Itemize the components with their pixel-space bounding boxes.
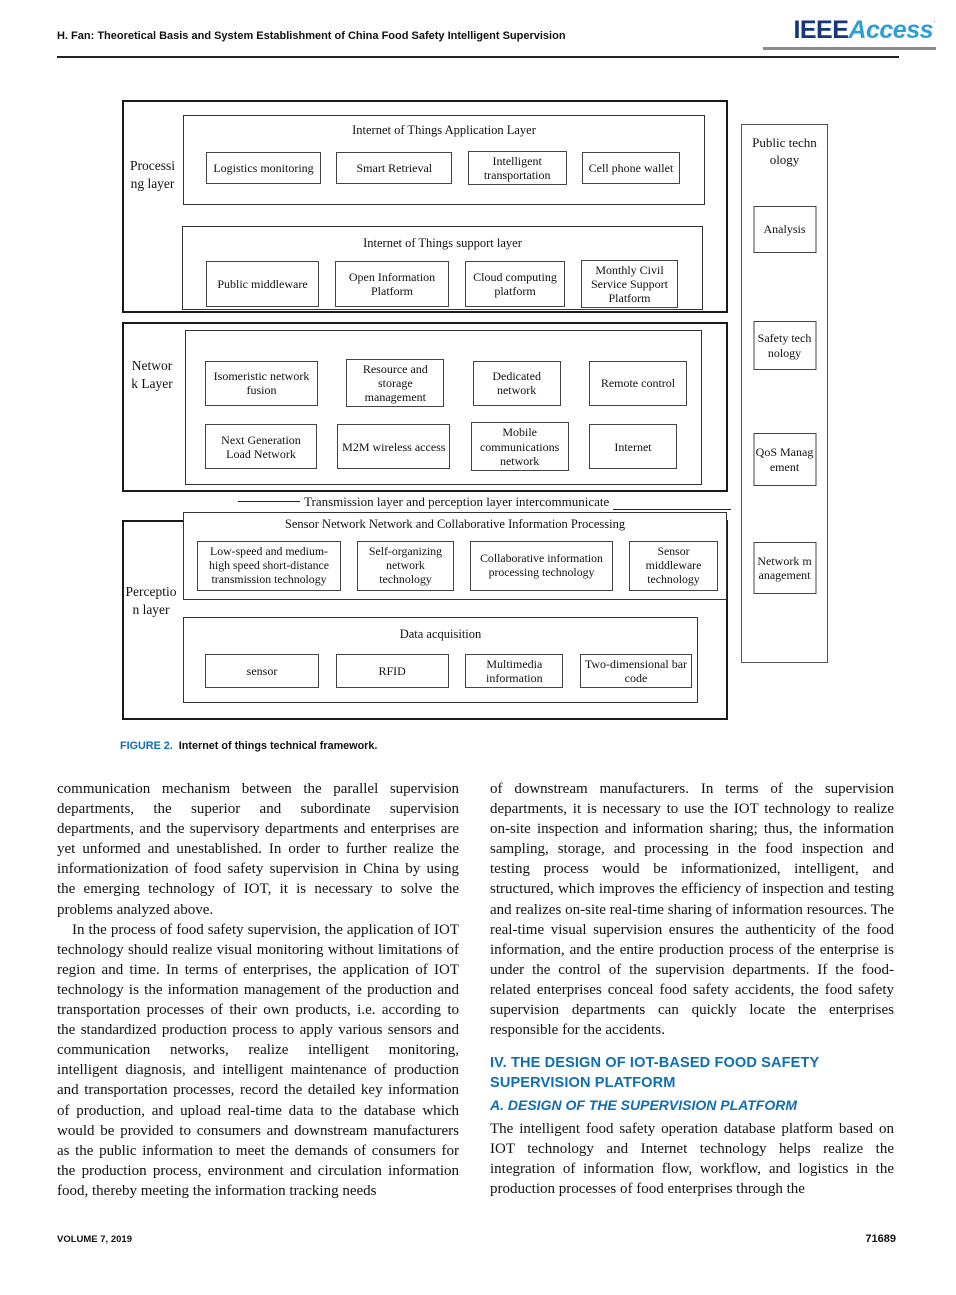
ieee-access-logo (793, 16, 936, 45)
right-paragraph-1: of downstream manufacturers. In terms of the supervision departments, it is necessary to use the IOT technology to realize on-site inspection and information sharing; thus, the information sampling, storage, and processing in the food inspection and testing process would be informationized, intelligent, and structured, which improves the efficiency of inspection and testing and realizes on-site real-time sharing of information resources. The real-time visual supervision ensures the authenticity of the food information, and the entire production process of the enterprise is under the control of the supervision departments. If the food-related enterprises conceal food safety accidents, the food safety supervision departments can quickly locate the enterprises responsible for the accidents. (490, 781, 894, 1039)
node-resource-storage-management: Resource and storage management (346, 359, 444, 407)
node-public-middleware: Public middleware (206, 261, 319, 307)
node-m2m-wireless-access: M2M wireless access (337, 424, 450, 469)
logo-underline-bar (763, 47, 936, 50)
ieee-logo-text: IEEE (793, 16, 849, 44)
node-intelligent-transportation: Intelligent transportation (468, 151, 567, 185)
left-paragraph-1: communication mechanism between the parallel supervision departments, the superior and subordinate supervision departments, and the supervisory departments and enterprises are yet unformed and unestablished. In order to further realize the informationization of food safety supervision in China by using the emerging technology of IOT, it is necessary to solve the problems analyzed above. (57, 781, 459, 918)
node-dedicated-network: Dedicated network (473, 361, 561, 406)
node-qos-management: QoS Management (753, 433, 816, 486)
node-self-organizing-network-technology: Self-organizing network technology (357, 541, 454, 591)
right-text-column (490, 779, 894, 1199)
node-network-management: Network management (753, 542, 816, 594)
running-title: H. Fan: Theoretical Basis and System Establishment of China Food Safety Intelligent Supervision (57, 30, 566, 42)
header-rule (57, 56, 899, 58)
perception-layer-label: Perception layer (125, 584, 177, 618)
sensor-network-title: Sensor Network Network and Collaborative Information Processing (284, 517, 626, 531)
sensor-network-box (183, 512, 727, 600)
footer-volume: VOLUME 7, 2019 (57, 1234, 132, 1245)
node-cell-phone-wallet: Cell phone wallet (582, 152, 680, 184)
interconnect-line-right (613, 509, 731, 510)
figure-caption (120, 740, 377, 752)
node-logistics-monitoring: Logistics monitoring (206, 152, 321, 184)
node-safety-technology: Safety technology (753, 321, 816, 370)
footer-page-number: 71689 (865, 1233, 896, 1245)
network-layer-row1 (186, 359, 701, 407)
node-remote-control: Remote control (589, 361, 687, 406)
iot-support-layer-box (182, 226, 703, 310)
network-layer-inner-box (185, 330, 702, 485)
access-logo-text: Access (848, 16, 933, 44)
network-layer-label: Network Layer (131, 358, 173, 392)
data-acquisition-box (183, 617, 698, 703)
public-technology-label: Public technology (752, 135, 817, 167)
logo-trademark-mark: · (933, 16, 936, 26)
processing-layer-label: Processing layer (130, 158, 175, 192)
node-cloud-computing-platform: Cloud computing platform (465, 261, 565, 307)
node-open-information-platform: Open Information Platform (335, 261, 449, 307)
node-monthly-civil-service-support-platform: Monthly Civil Service Support Platform (581, 260, 678, 308)
figure-caption-text: Internet of things technical framework. (178, 740, 378, 752)
public-technology-box (741, 124, 828, 663)
network-layer-row2 (186, 422, 701, 470)
node-isomeristic-network-fusion: Isomeristic network fusion (205, 361, 318, 406)
iot-application-layer-box (183, 115, 705, 205)
interconnect-label: Transmission layer and perception layer intercommunicate (304, 494, 610, 509)
support-layer-items-row (183, 260, 702, 308)
iot-support-layer-title: Internet of Things support layer (363, 236, 522, 250)
interconnect-line-left (238, 501, 300, 502)
left-text-column (57, 779, 459, 1201)
figure-caption-label: FIGURE 2. (120, 740, 173, 752)
left-paragraph-2: In the process of food safety supervision, the application of IOT technology should realize visual monitoring without limitations of region and time. In terms of enterprises, the application of IOT technology is the information management of the production and transportation processes of their own products, i.e. according to the standardized production process to apply various sensors and communication networks, realize intelligent monitoring, intelligent diagnosis, and intelligent maintenance of production and transportation processes, record the detailed key information of production, and upload real-time data to the database which would be provided to consumers and downstream manufacturers as the public information to meet the demands of consumers for the production process, environment and circulation information food, thereby meeting the information tracking needs (57, 921, 459, 1199)
node-sensor: sensor (205, 654, 319, 688)
application-layer-items-row (184, 151, 704, 185)
subsection-heading: A. DESIGN OF THE SUPERVISION PLATFORM (490, 1097, 797, 1114)
data-acquisition-items-row (184, 654, 697, 688)
iot-application-layer-title: Internet of Things Application Layer (352, 123, 536, 137)
node-multimedia-information: Multimedia information (465, 654, 563, 688)
node-rfid: RFID (336, 654, 449, 688)
interconnect-annotation (238, 493, 738, 511)
right-paragraph-2: The intelligent food safety operation database platform based on IOT technology and Internet technology helps realize the integration of information flow, workflow, and logistics in the production processes of food enterprises through the (490, 1120, 894, 1197)
node-analysis: Analysis (753, 206, 816, 253)
node-collaborative-information-processing: Collaborative information processing technology (470, 541, 613, 591)
data-acquisition-title: Data acquisition (399, 627, 482, 641)
node-smart-retrieval: Smart Retrieval (336, 152, 452, 184)
node-sensor-middleware-technology: Sensor middleware technology (629, 541, 718, 591)
section-heading: IV. THE DESIGN OF IOT-BASED FOOD SAFETY SUPERVISION PLATFORM (490, 1055, 820, 1092)
node-mobile-communications-network: Mobile communications network (471, 422, 569, 470)
node-low-speed-transmission-technology: Low-speed and medium-high speed short-distance transmission technology (197, 541, 341, 591)
sensor-network-items-row (184, 541, 726, 591)
node-two-dimensional-bar-code: Two-dimensional bar code (580, 654, 692, 688)
node-internet: Internet (589, 424, 677, 469)
node-next-generation-load-network: Next Generation Load Network (205, 424, 317, 469)
figure-2-diagram (0, 95, 956, 755)
